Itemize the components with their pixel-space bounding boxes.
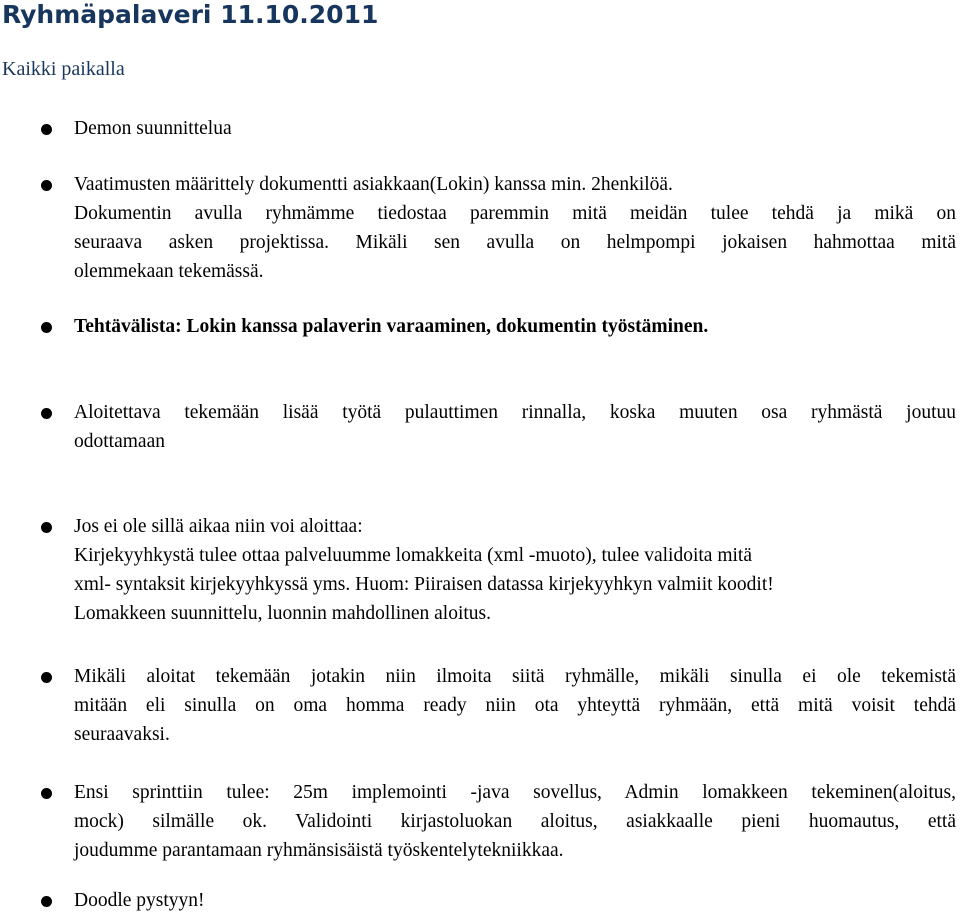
list-item-line: Tehtävälista: Lokin kanssa palaverin varaaminen, dokumentin työstäminen. [74, 316, 709, 337]
list-item [74, 114, 956, 143]
attendance-note: Kaikki paikalla [2, 58, 125, 80]
bullet-icon [41, 322, 52, 333]
list-item-line: xml- syntaksit kirjekyyhkyssä yms. Huom: Piiraisen datassa kirjekyyhkyn valmiit koodit! [74, 574, 774, 595]
list-item-line: seuraavaksi. [74, 724, 170, 745]
list-item-line: Jos ei ole sillä aikaa niin voi aloittaa: [74, 516, 363, 537]
list-item [74, 398, 956, 456]
list-item-line: mock) silmälle ok. Validointi kirjastoluokan aloitus, asiakkaalle pieni huomautus, että [74, 811, 956, 832]
list-item-line: Vaatimusten määrittely dokumentti asiakkaan(Lokin) kanssa min. 2henkilöä. [74, 174, 673, 195]
bullet-icon [41, 788, 52, 799]
bullet-icon [41, 408, 52, 419]
list-item-line: Doodle pystyyn! [74, 890, 205, 911]
bullet-icon [41, 124, 52, 135]
list-item-line: Mikäli aloitat tekemään jotakin niin ilmoita siitä ryhmälle, mikäli sinulla ei ole tekemistä [74, 666, 956, 687]
list-item [74, 662, 956, 749]
list-item-line: olemmekaan tekemässä. [74, 261, 264, 282]
list-item-line: Dokumentin avulla ryhmämme tiedostaa paremmin mitä meidän tulee tehdä ja mikä on [74, 203, 956, 224]
list-item [74, 778, 956, 865]
list-item [74, 170, 956, 286]
bullet-icon [41, 522, 52, 533]
list-item-line: seuraava asken projektissa. Mikäli sen avulla on helmpompi jokaisen hahmottaa mitä [74, 232, 956, 253]
list-item-line: odottamaan [74, 431, 165, 452]
list-item [74, 512, 956, 628]
list-item-line: Lomakkeen suunnittelu, luonnin mahdollinen aloitus. [74, 603, 492, 624]
bullet-icon [41, 672, 52, 683]
list-item-line: Kirjekyyhkystä tulee ottaa palveluumme lomakkeita (xml -muoto), tulee validoita mitä [74, 545, 752, 566]
bullet-icon [41, 896, 52, 907]
list-item-line: mitään eli sinulla on oma homma ready niin ota yhteyttä ryhmään, että mitä voisit tehdä [74, 695, 956, 716]
list-item [74, 886, 956, 915]
list-item-line: Demon suunnittelua [74, 118, 232, 139]
list-item-line: Ensi sprinttiin tulee: 25m implemointi -java sovellus, Admin lomakkeen tekeminen(aloitus, [74, 782, 956, 803]
bullet-icon [41, 180, 52, 191]
list-item-line: joudumme parantamaan ryhmänsisäistä työskentelytekniikkaa. [74, 840, 564, 861]
list-item-line: Aloitettava tekemään lisää työtä pulauttimen rinnalla, koska muuten osa ryhmästä joutuu [74, 402, 956, 423]
list-item [74, 312, 956, 341]
document-title: Ryhmäpalaveri 11.10.2011 [2, 0, 379, 29]
